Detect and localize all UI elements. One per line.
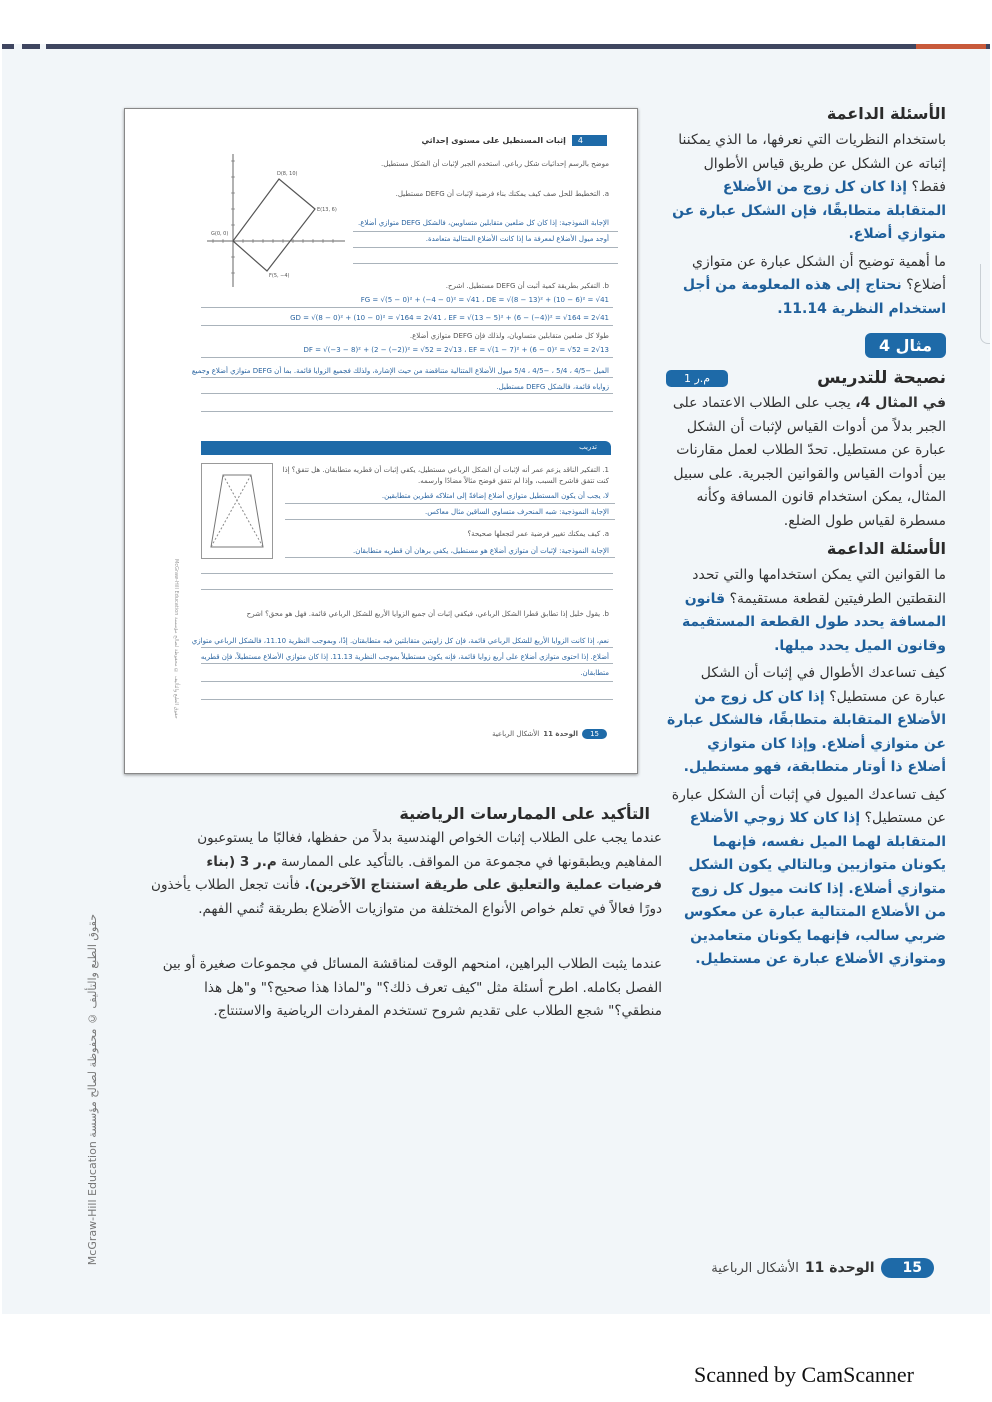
inset-footer xyxy=(492,729,607,739)
spacer xyxy=(150,921,662,953)
inset-ex1-b: b. يقول خليل إذا تطابق قطرا الشكل الرباعي، فيكفي إثبات أن جميع الزوايا الأربع للشكل الرباعي قائمة. فهل هو محق؟ اشرح xyxy=(246,610,609,618)
practice-banner xyxy=(201,441,611,455)
answer-line xyxy=(285,519,615,520)
example-badge-row xyxy=(666,325,946,368)
answer-line xyxy=(353,247,618,248)
paragraph-text: فأنت تجعل الطلاب يأخذون دورًا فعالاً في تعلم خواص الأنواع المختلفة من متوازيات الأضلاع بطريقة تُنمي الفهم. xyxy=(151,877,662,917)
inset-part-b: b. التفكير بطريقة كمية أثبت أن DEFG مستطيل. اشرح. xyxy=(445,282,609,290)
answer-line xyxy=(201,573,613,574)
scaffolding-questions-heading: الأسئلة الداعمة xyxy=(826,104,946,123)
inset-prompt: موضح بالرسم إحداثيات شكل رباعي. استخدم الجبر لإثبات أن الشكل مستطيل. xyxy=(381,160,609,168)
trapezoid-figure xyxy=(201,463,273,559)
teaching-tip-header xyxy=(666,368,946,388)
inset-ex1-answer-1: لا، يجب أن يكون المستطيل متوازي أضلاع إضافةً إلى امتلاكه قطرين متطابقين. xyxy=(381,492,609,500)
question-text: كيف تساعدك الميول في إثبات أن الشكل عبارة عن مستطيل؟ xyxy=(671,786,946,826)
math-practices-paragraph-2: عندما يثبت الطلاب البراهين، امنحهم الوقت لمناقشة المسائل في مجموعات صغيرة أو بين الفصل بكامله. اطرح أسئلة مثل "كيف تعرف ذلك؟" و"لماذا هذا صحيح؟" و"هل هذا منطقي؟" شجع الطلاب على تقديم شروح تستخدم المفردات الرياضية والاستنتاج. xyxy=(162,956,662,1019)
teacher-sidebar xyxy=(666,104,946,976)
inset-example-title: إثبات المستطيل على مستوى إحداثي xyxy=(421,136,566,145)
point-d-label: D(8, 10) xyxy=(277,171,298,177)
inset-exercise-1: 1. التفكير الناقد يزعم عمر أنه لإثبات أن الشكل الرباعي مستطيل، يكفي إثبات أن قطريه متطابقان. هل تتفق؟ إذا كنت تتفق فاشرح السبب، وإذا لم تتفق فوضح مثالاً مضادًا وارسمه. xyxy=(282,466,609,485)
answer-line xyxy=(201,393,613,394)
scanner-watermark: Scanned by CamScanner xyxy=(694,1362,914,1387)
answer-line xyxy=(201,589,613,590)
example-badge: مثال 4 xyxy=(865,333,946,358)
page-footer xyxy=(711,1258,934,1278)
inset-ex1-a: a. كيف يمكنك تغيير فرضية عمر لتجعلها صحيحة؟ xyxy=(467,530,609,538)
answer-line xyxy=(201,663,613,664)
inset-part-a: a. التخطيط للحل صف كيف يمكنك بناء فرضية لإثبات أن DEFG مستطيل. xyxy=(395,190,609,198)
scaffolding-question-4 xyxy=(666,662,946,780)
inset-ex1-b-answer: نعم، إذا كانت الزوايا الأربع للشكل الرباعي قائمة، فإن كل زاويتين متقابلتين فيه متطابقتان. إذًا، وبموجب النظرية 11.10، فالشكل الرباعي متوازي أضلاع. إذا احتوى متوازي أضلاع على أربع زوايا قائمة، فإنه يكون مستطيلاً بموجب النظرية 11.13. إذا كان متوازي الأضلاع مستطيلاً، فإن قطريه متطابقان. xyxy=(191,637,609,677)
inset-part-b-slopes: الميل −4/5 ، 5/4 ، −4/5 ، 5/4 ميول الأضلاع المتتالية متناقضة من حيث الإشارة، ولذلك فجميع الزوايا قائمة. بما أن DEFG متوازي أضلاع وجميع زواياه قائمة، فالشكل DEFG مستطيل. xyxy=(191,367,609,391)
math-practices-heading: التأكيد على الممارسات الرياضية xyxy=(399,804,650,823)
teaching-tip-heading: نصيحة للتدريس xyxy=(817,368,946,388)
answer-line xyxy=(285,503,615,504)
scaffolding-question-1 xyxy=(666,129,946,247)
answer-line xyxy=(201,307,613,308)
question-text: ما القوانين التي يمكن استخدامها والتي تحدد النقطتين الطرفيتين لقطعة مستقيمة؟ xyxy=(692,567,946,607)
answer-line xyxy=(353,231,618,232)
inset-part-a-answer: الإجابة النموذجية: إذا كان كل ضلعين متقابلين متساويين، فالشكل DEFG متوازي أضلاع. أوجد ميول الأضلاع لمعرفة ما إذا كانت الأضلاع المتتالية متعامدة. xyxy=(358,219,609,243)
question-text: باستخدام النظريات التي نعرفها، ما الذي يمكننا إثباته عن الشكل عن طريق قياس الأطوال فقط؟ xyxy=(678,132,946,195)
answer-line xyxy=(285,557,615,558)
inset-example-number: 4 xyxy=(572,135,607,146)
inset-unit-label: الوحدة 11 xyxy=(543,730,579,738)
practice-banner-label: تدريب xyxy=(579,443,597,451)
top-accent-bar xyxy=(916,44,986,49)
inset-page-number: 15 xyxy=(582,729,607,739)
point-e-label: E(13, 6) xyxy=(317,207,337,213)
copyright-credit: McGraw-Hill Education حقوق الطبع والتأليف © محفوظة لصالح مؤسسة xyxy=(86,914,99,1266)
inset-side-credit: McGraw-Hill Education حقوق الطبع والتأليف © محفوظة لصالح مؤسسة xyxy=(173,559,179,719)
question-text: ما أهمية توضيح أن الشكل عبارة عن متوازي أضلاع؟ xyxy=(692,253,946,293)
page-number-badge: 15 xyxy=(881,1258,934,1278)
practice-reference: م.ر 3 (بناء فرضيات عملية والتعليق على طريقة استنتاج الآخرين). xyxy=(206,853,662,893)
answer-line xyxy=(201,325,613,326)
answer-line xyxy=(201,411,613,412)
answer-line xyxy=(201,681,613,682)
bar-gap xyxy=(40,44,46,49)
scaffolding-question-3 xyxy=(666,564,946,658)
inset-example-header xyxy=(421,135,607,146)
tip-lead: في المثال 4، xyxy=(855,395,946,411)
question-text: كيف تساعدك الأطوال في إثبات أن الشكل عبارة عن مستطيل؟ xyxy=(700,665,946,705)
inset-part-b-eq2: GD = √(8 − 0)² + (10 − 0)² = √164 = 2√41 ، EF = √(13 − 5)² + (6 − (−4))² = √164 = 2√41 xyxy=(290,314,609,322)
student-page-thumbnail xyxy=(124,108,638,774)
math-practice-badge: م.ر 1 xyxy=(666,370,728,387)
answer-line xyxy=(353,263,618,264)
scaffolding-question-5 xyxy=(666,784,946,972)
unit-title: الأشكال الرباعية xyxy=(711,1260,799,1276)
answer-text: نحتاج إلى هذه المعلومة من أجل استخدام النظرية 11.14. xyxy=(682,277,946,317)
answer-text: قانون المسافة يحدد طول القطعة المستقيمة وقانون الميل يحدد ميلها. xyxy=(681,590,946,654)
answer-text: إذا كان كلا زوجي الأضلاع المتقابلة لهما الميل نفسه، فإنهما يكونان متوازيين وبالتالي يكون الشكل متوازي أضلاع. إذا كانت ميول كل زوج من الأضلاع المتتالية عبارة عن معكوس ضربي سالب، فإنهما يكونان متعامدين ومتوازي الأضلاع عبارة عن مستطيل. xyxy=(683,810,946,967)
top-color-bar xyxy=(2,44,990,49)
tip-body: يجب على الطلاب الاعتماد على الجبر بدلاً من أدوات القياس لإثبات أن الشكل عبارة عن مستطيل. تحدّ الطلاب لعمل مقارنات بين أدوات القياس والقوانين الجبرية. على سبيل المثال، يمكن استخدام قانون المسافة وكأنه مسطرة لقياس طول الضلع. xyxy=(672,395,946,529)
point-g-label: G(0, 0) xyxy=(211,231,229,237)
unit-label: الوحدة 11 xyxy=(804,1260,875,1276)
page-edge-tab xyxy=(980,264,990,344)
teaching-tip-text xyxy=(666,392,946,533)
inset-ex1-a-answer: الإجابة النموذجية: لإثبات أن متوازي أضلاع هو مستطيل، يكفي برهان أن قطريه متطابقان. xyxy=(353,547,609,555)
answer-line xyxy=(201,377,613,378)
inset-ex1-answer-2: الإجابة النموذجية: شبه المنحرف متساوي الساقين مثال معاكس. xyxy=(425,508,609,516)
math-practices-paragraph-1 xyxy=(150,827,662,921)
answer-text: إذا كان كل زوج من الأضلاع المتقابلة متطابقًا، فالشكل عبارة عن متوازي أضلاع. وإذا كان متوازي أضلاع ذا أوتار متطابقة، فهو مستطيل. xyxy=(666,688,946,775)
inset-part-b-eq1: FG = √(5 − 0)² + (−4 − 0)² = √41 ، DE = √(8 − 13)² + (10 − 6)² = √41 xyxy=(360,296,609,304)
inset-part-b-note: طولا كل ضلعين متقابلين متساويان، ولذلك فإن DEFG متوازي أضلاع. xyxy=(409,332,609,340)
scaffolding-question-2 xyxy=(666,251,946,322)
paragraph-text: عندما يجب على الطلاب إثبات الخواص الهندسية بدلاً من حفظها، فغالبًا ما يستوعبون المفاهيم ويطبقونها في مجموعة من المواقف. بالتأكيد على الممارسة xyxy=(197,830,662,870)
coordinate-graph xyxy=(197,149,347,289)
answer-line xyxy=(201,699,613,700)
math-practices-section xyxy=(150,804,662,1024)
answer-line xyxy=(201,357,613,358)
inset-part-b-eq3: DF = √(−3 − 8)² + (2 − (−2))² = √52 = 2√13 ، EF = √(1 − 7)² + (6 − 0)² = √52 = 2√13 xyxy=(303,346,609,354)
textbook-page xyxy=(2,44,990,1314)
answer-text: إذا كان كل زوج من الأضلاع المتقابلة متطابقًا، فإن الشكل عبارة عن متوازي أضلاع. xyxy=(672,179,946,242)
answer-line xyxy=(201,647,613,648)
scaffolding-questions-heading-2: الأسئلة الداعمة xyxy=(826,539,946,558)
bar-gap xyxy=(14,44,22,49)
inset-unit-title: الأشكال الرباعية xyxy=(492,730,540,738)
point-f-label: F(5, −4) xyxy=(269,273,290,279)
